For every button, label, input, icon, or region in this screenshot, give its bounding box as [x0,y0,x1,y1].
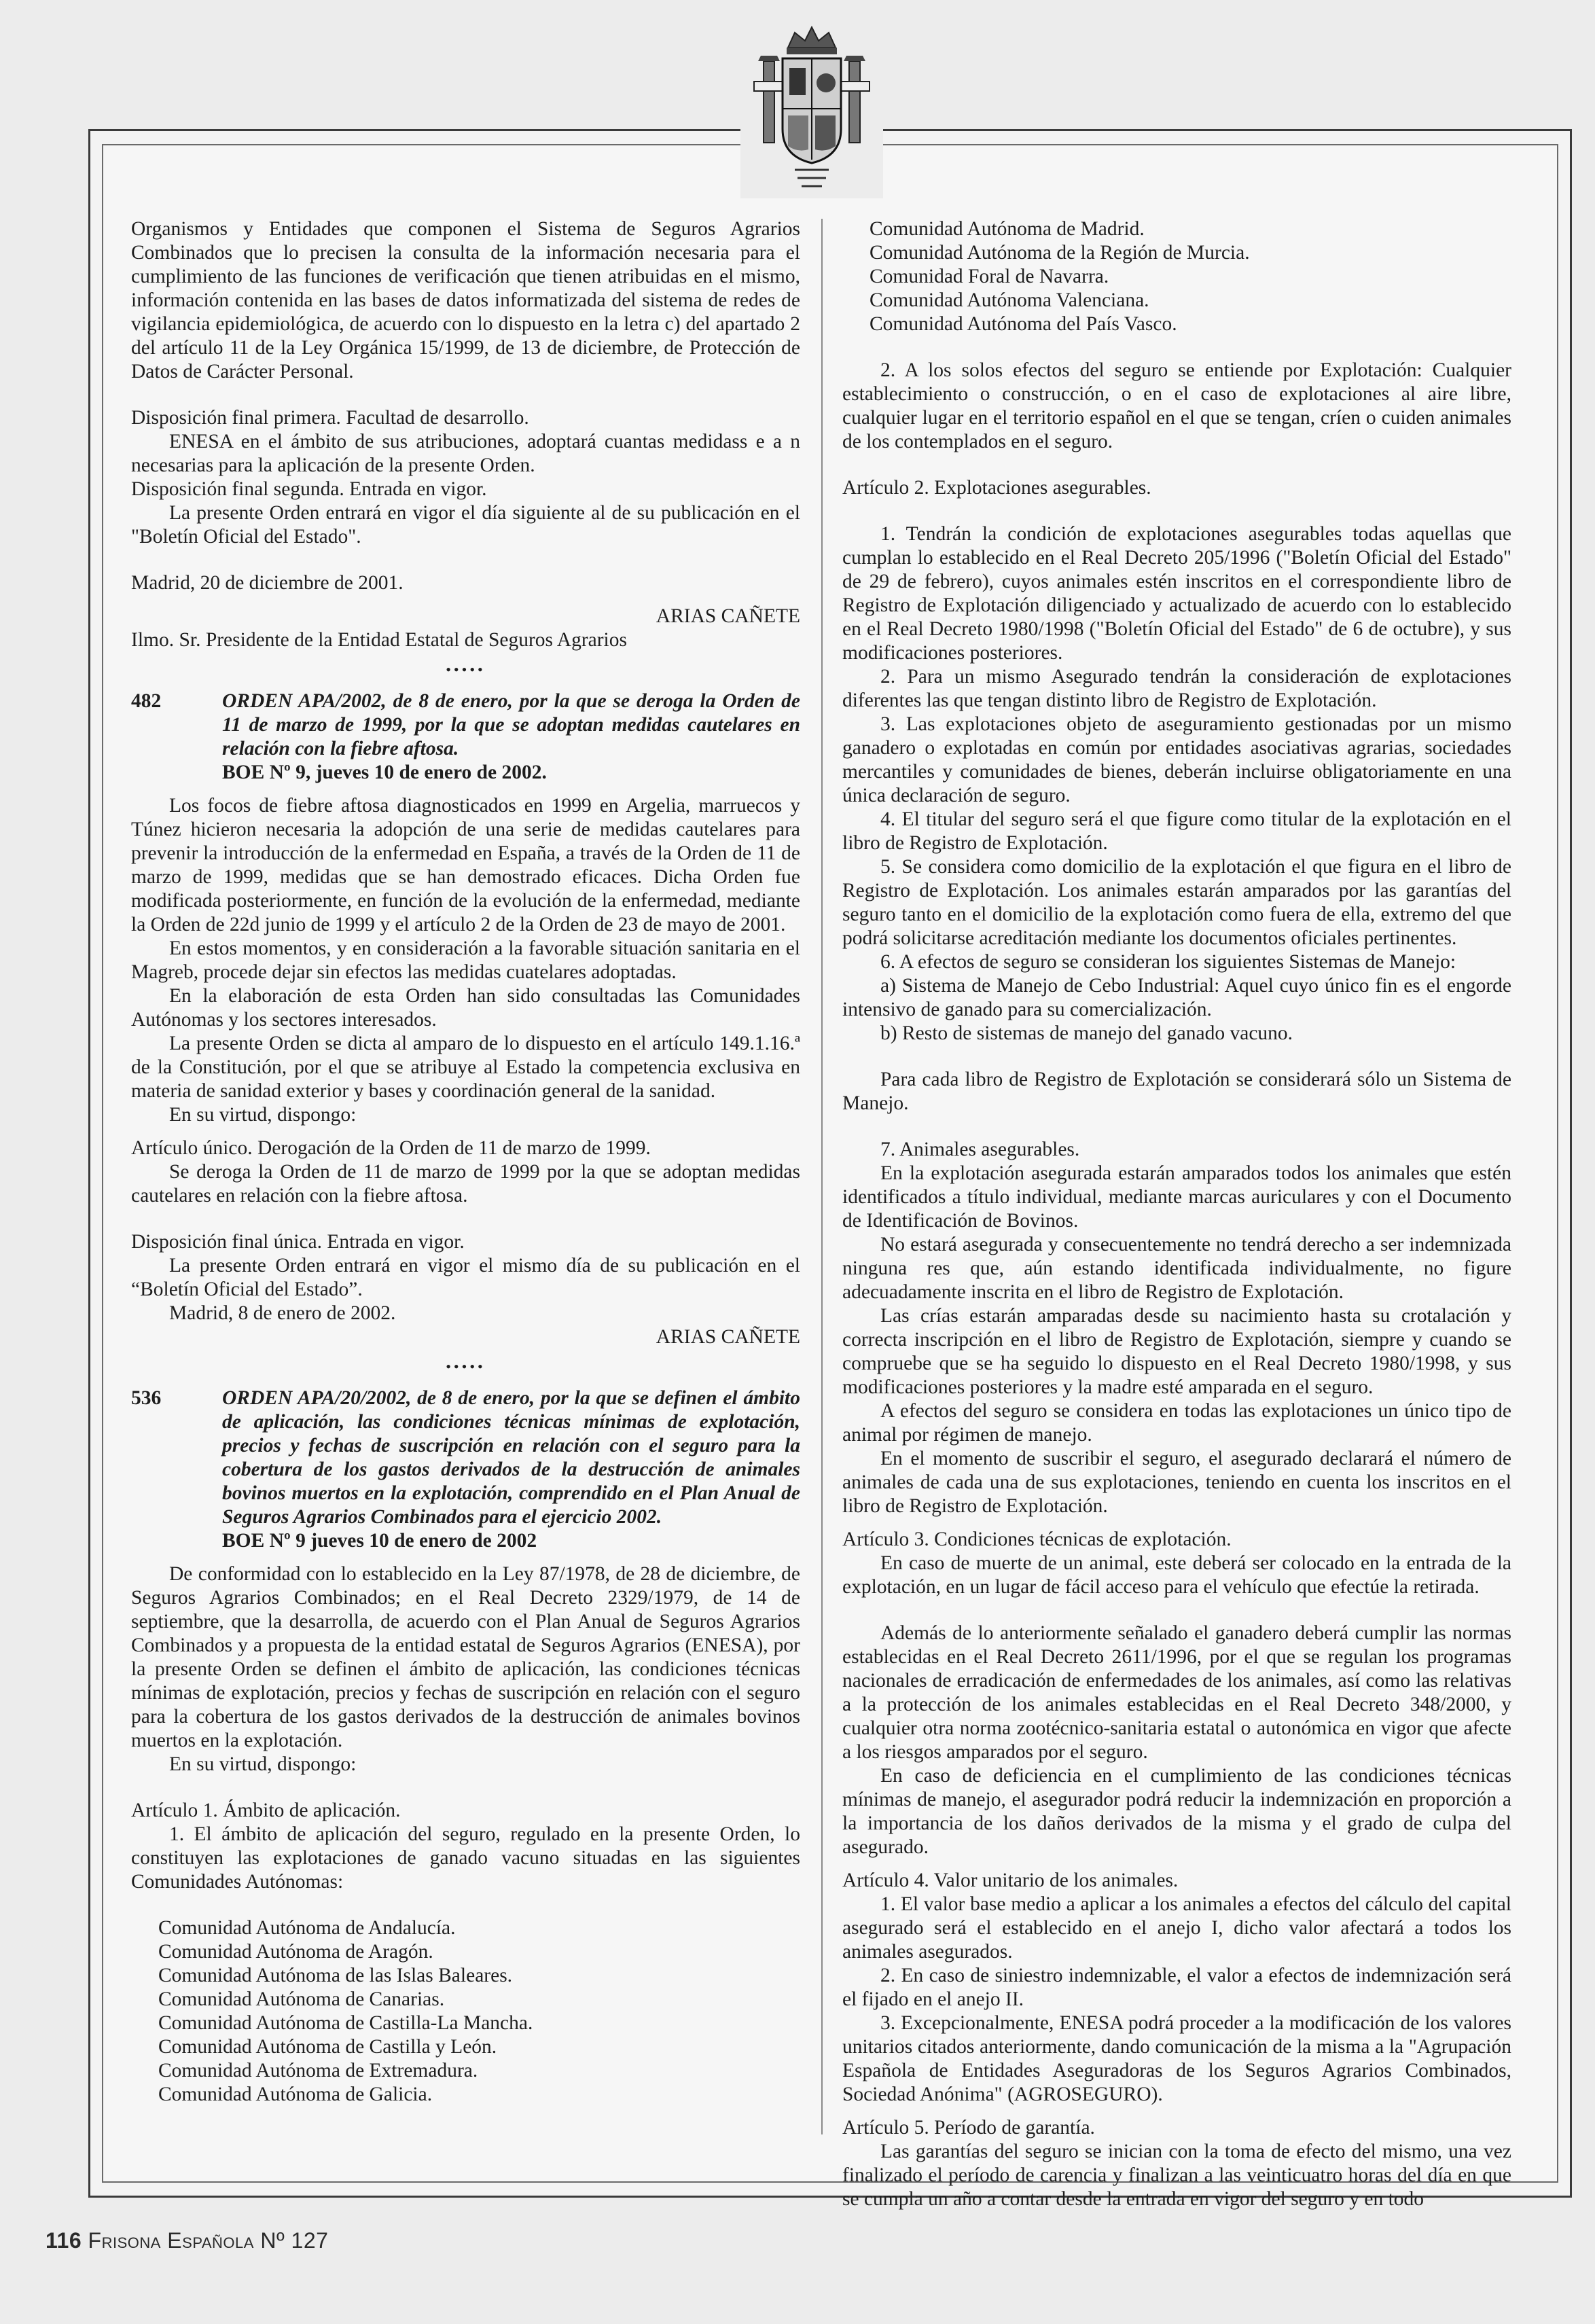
art2-5: 6. A efectos de seguro se consideran los siguientes Sistemas de Manejo: [880,951,1456,973]
au-heading: Artículo único. Derogación de la Orden de 11 de marzo de 1999. [131,1137,651,1159]
p482-1: En estos momentos, y en consideración a la favorable situación sanitaria en el Magreb, procede dejar sin efectos las medidas cuatelares adoptadas. [131,937,800,983]
art4-1: 2. En caso de siniestro indemnizable, el valor a efectos de indemnización será el fijado en el anejo II. [842,1965,1511,2010]
dfu-text: La presente Orden entrará en vigor el mismo día de su publicación en el “Boletín Oficial del Estado”. [131,1255,800,1300]
list-item: Comunidad Foral de Navarra. [870,266,1109,287]
date-2: Madrid, 8 de enero de 2002. [169,1302,396,1324]
right-column [842,217,1511,2210]
art5-text: Las garantías del seguro se inician con la toma de efecto del mismo, una vez finalizado el período de carencia y finalizan a las veinticuatro horas del día en que se cumpla un año a contar desde la entrada en vigor del seguro y en todo [842,2141,1511,2210]
issue-number: Nº 127 [260,2228,329,2253]
date-1: Madrid, 20 de diciembre de 2001. [131,572,404,594]
art3-p1: En caso de muerte de un animal, este deberá ser colocado en la entrada de la explotación, en un lugar de fácil acceso para el vehículo que efectúe la retirada. [842,1552,1511,1598]
manejo-note: Para cada libro de Registro de Explotación se considerará sólo un Sistema de Manejo. [842,1069,1511,1114]
order-536-title: ORDEN APA/20/2002, de 8 de enero, por la que se definen el ámbito de aplicación, las condiciones técnicas mínimas de explotación, precios y fechas de suscripción en relación con el seguro para la cobertura de los gastos derivados de la destrucción de animales bovinos muertos en la explotación, comprendido en el Plan Anual de Seguros Agrarios Combinados para el ejercicio 2002. [222,1387,800,1528]
page-footer [46,2228,328,2253]
list-item: Comunidad Autónoma de Galicia. [158,2084,433,2105]
list-item: Comunidad Autónoma de la Región de Murcia. [870,242,1250,264]
dfu-heading: Disposición final única. Entrada en vigor. [131,1231,465,1253]
animales-0: En la explotación asegurada estarán amparados todos los animales que estén identificados a título individual, mediante marcas auriculares y con el Documento de Identificación de Bovinos. [842,1162,1511,1232]
list-item: Comunidad Autónoma de Castilla y León. [158,2036,497,2058]
order-536-number: 536 [131,1387,162,1409]
p536: De conformidad con lo establecido en la Ley 87/1978, de 28 de diciembre, de Seguros Agrarios Combinados; en el Real Decreto 2329/1979, de 14 de septiembre, que la desarrolla, de acuerdo con el Plan Anual de Seguros Agrarios Combinados y a propuesta de la entidad estatal de Seguros Agrarios (ENESA), por la presente Orden se definen el ámbito de aplicación, las condiciones técnicas mínimas de explotación, precios y fechas de suscripción en relación con el seguro para la cobertura de los gastos derivados de la destrucción de animales bovinos muertos en la explotación. [131,1563,800,1751]
dfs-heading: Disposición final segunda. Entrada en vigor. [131,478,487,500]
spain-coat-of-arms-icon [740,20,883,198]
region-list-left [131,1916,800,2107]
art1-heading: Artículo 1. Ámbito de aplicación. [131,1800,401,1821]
list-item: Comunidad Autónoma de Madrid. [870,218,1145,240]
order-536 [131,1387,800,1553]
publication-name: Frisona Española [88,2228,254,2253]
order-482 [131,690,800,785]
order-482-boe-ref: BOE Nº 9, jueves 10 de enero de 2002. [222,762,547,783]
dfs-text: La presente Orden entrará en vigor el día siguiente al de su publicación en el "Boletín Oficial del Estado". [131,502,800,548]
art2-0: 1. Tendrán la condición de explotaciones asegurables todas aquellas que cumplan lo establecido en el Real Decreto 205/1996 ("Boletín Oficial del Estado" de 29 de febrero), cuyos animales estén inscritos en el correspondiente libro de Registro de Explotación diligenciado y actualizado de acuerdo con lo establecido en el Real Decreto 1980/1998 ("Boletín Oficial del Estado" de 6 de octubre), y sus modificaciones posteriores. [842,523,1511,664]
intro-paragraph: Organismos y Entidades que componen el Sistema de Seguros Agrarios Combinados que lo precisen la consulta de la información necesaria para el cumplimiento de las funciones de verificación que tienen atribuidas en el mismo, información contenida en las bases de datos informatizada del sistema de redes de vigilancia epidemiológica, de acuerdo con lo dispuesto en la letra c) del apartado 2 del artículo 11 de la Ley Orgánica 15/1999, de 13 de diciembre, de Protección de Datos de Carácter Personal. [131,218,800,382]
art2-3: 4. El titular del seguro será el que figure como titular de la explotación en el libro de Registro de Explotación. [842,808,1511,854]
manejo-b: b) Resto de sistemas de manejo del ganado vacuno. [880,1022,1293,1044]
list-item: Comunidad Autónoma del País Vasco. [870,313,1177,335]
p482-4: En su virtud, dispongo: [169,1104,357,1126]
separator-stars: ••••• [446,661,486,678]
left-column [131,217,800,2137]
list-item: Comunidad Autónoma de Aragón. [158,1941,433,1963]
separator-stars-2: ••••• [446,1358,486,1375]
region-list-right [842,217,1511,336]
manejo-a: a) Sistema de Manejo de Cebo Industrial: Aquel cuyo único fin es el engorde intensivo de ganado para su comercialización. [842,975,1511,1020]
p482-0: Los focos de fiebre aftosa diagnosticados en 1999 en Argelia, marruecos y Túnez hicieron necesaria la adopción de una serie de medidas cautelares para prevenir la introducción de la enfermedad en España, a través de la Orden de 11 de marzo de 1999, medidas que se han demostrado eficaces. Dicha Orden fue modificada posteriormente, en función de la evolución de la enfermedad, mediante la Orden de 22d junio de 1999 y el artículo 2 de la Orden de 23 de mayo de 2001. [131,795,800,935]
art2-1: 2. Para un mismo Asegurado tendrán la consideración de explotaciones diferentes las que tengan distinto libro de Registro de Explotación. [842,666,1511,711]
page-number: 116 [46,2228,82,2253]
p482-3: La presente Orden se dicta al amparo de lo dispuesto en el artículo 149.1.16.ª de la Constitución, por el que se atribuye al Estado la competencia exclusiva en materia de sanidad exterior y bases y coordinación general de la sanidad. [131,1033,800,1102]
p482-2: En la elaboración de esta Orden han sido consultadas las Comunidades Autónomas y los sectores interesados. [131,985,800,1031]
order-482-title: ORDEN APA/2002, de 8 de enero, por la que se deroga la Orden de 11 de marzo de 1999, por la que se adoptan medidas cautelares en relación con la fiebre aftosa. [222,690,800,759]
column-divider [821,219,823,2134]
art3-p3: En caso de deficiencia en el cumplimiento de las condiciones técnicas mínimas de manejo, el asegurador podrá reducir la indemnización en proporción a la importancia de los daños derivados de la misma y el grado de culpa del asegurado. [842,1765,1511,1858]
animales-2: Las crías estarán amparadas desde su nacimiento hasta su crotalación y correcta inscripción en el libro de Registro de Explotación, siempre y cuando se compruebe que se ha seguido lo dispuesto en el Real Decreto 1980/1998, y sus modificaciones posteriores y la madre esté amparada en el seguro. [842,1305,1511,1398]
virtud-2: En su virtud, dispongo: [169,1753,357,1775]
list-item: Comunidad Autónoma de las Islas Baleares. [158,1965,513,1986]
list-item: Comunidad Autónoma de Andalucía. [158,1917,456,1939]
animales-1: No estará asegurada y consecuentemente no tendrá derecho a ser indemnizada ninguna res que, aún estando identificada individualmente, no figure adecuadamente inscrita en el libro de Registro de Explotación. [842,1234,1511,1303]
art2-2: 3. Las explotaciones objeto de aseguramiento gestionadas por un mismo ganadero o explotadas en común por entidades asociativas agrarias, sociedades mercantiles y comunidades de bienes, deberán incluirse obligatoriamente en una única declaración de seguro. [842,713,1511,806]
list-item: Comunidad Autónoma Valenciana. [870,289,1149,311]
dfp-heading: Disposición final primera. Facultad de desarrollo. [131,407,529,429]
art4-heading: Artículo 4. Valor unitario de los animales. [842,1870,1179,1891]
dfp-text: ENESA en el ámbito de sus atribuciones, adoptará cuantas medidass e a n necesarias para la aplicación de la presente Orden. [131,431,800,476]
signature-1: ARIAS CAÑETE [656,605,800,627]
art5-heading: Artículo 5. Período de garantía. [842,2117,1095,2139]
animales-heading: 7. Animales asegurables. [880,1139,1080,1160]
list-item: Comunidad Autónoma de Castilla-La Mancha. [158,2012,533,2034]
explotacion-def: 2. A los solos efectos del seguro se entiende por Explotación: Cualquier establecimiento o construcción, o en el caso de explotaciones al aire libre, cualquier lugar en el territorio español en el que se tengan, críen o cuiden animales de los contemplados en el seguro. [842,359,1511,452]
addressee: Ilmo. Sr. Presidente de la Entidad Estatal de Seguros Agrarios [131,629,627,651]
art1-text: 1. El ámbito de aplicación del seguro, regulado en la presente Orden, lo constituyen las explotaciones de ganado vacuno situadas en las siguientes Comunidades Autónomas: [131,1823,800,1893]
list-item: Comunidad Autónoma de Canarias. [158,1988,445,2010]
art2-heading: Artículo 2. Explotaciones asegurables. [842,477,1151,499]
art3-p2: Además de lo anteriormente señalado el ganadero deberá cumplir las normas establecidas en el Real Decreto 2611/1996, por el que se regulan los programas nacionales de erradicación de enfermedades de los animales, así como las relativas a la protección de los animales establecidas en el Real Decreto 348/2000, y cualquier otra norma zootécnico-sanitaria estatal o autonómica en vigor que afecte a los riesgos amparados por el seguro. [842,1622,1511,1763]
art3-heading: Artículo 3. Condiciones técnicas de explotación. [842,1529,1232,1550]
order-536-boe-ref: BOE Nº 9 jueves 10 de enero de 2002 [222,1530,537,1552]
animales-3: A efectos del seguro se considera en todas las explotaciones un único tipo de animal por régimen de manejo. [842,1400,1511,1446]
signature-2: ARIAS CAÑETE [656,1326,800,1348]
animales-4: En el momento de suscribir el seguro, el asegurado declarará el número de animales de cada una de sus explotaciones, teniendo en cuenta los inscritos en el libro de Registro de Explotación. [842,1448,1511,1517]
list-item: Comunidad Autónoma de Extremadura. [158,2060,478,2081]
order-482-number: 482 [131,690,162,712]
au-text: Se deroga la Orden de 11 de marzo de 1999 por la que se adoptan medidas cautelares en relación con la fiebre aftosa. [131,1161,800,1206]
art4-2: 3. Excepcionalmente, ENESA podrá proceder a la modificación de los valores unitarios citados anteriormente, dando comunicación de la misma a la "Agrupación Española de Entidades Aseguradoras de los Seguros Agrarios Combinados, Sociedad Anónima" (AGROSEGURO). [842,2012,1511,2105]
art2-4: 5. Se considera como domicilio de la explotación el que figura en el libro de Registro de Explotación. Los animales estarán amparados por las garantías del seguro tanto en el domicilio de la explotación como fuera de ella, extremo del que podrá solicitarse acreditación mediante los documentos oficiales pertinentes. [842,856,1511,949]
art4-0: 1. El valor base medio a aplicar a los animales a efectos del cálculo del capital asegurado será el establecido en el anejo I, dicho valor afectará a todos los animales asegurados. [842,1893,1511,1963]
